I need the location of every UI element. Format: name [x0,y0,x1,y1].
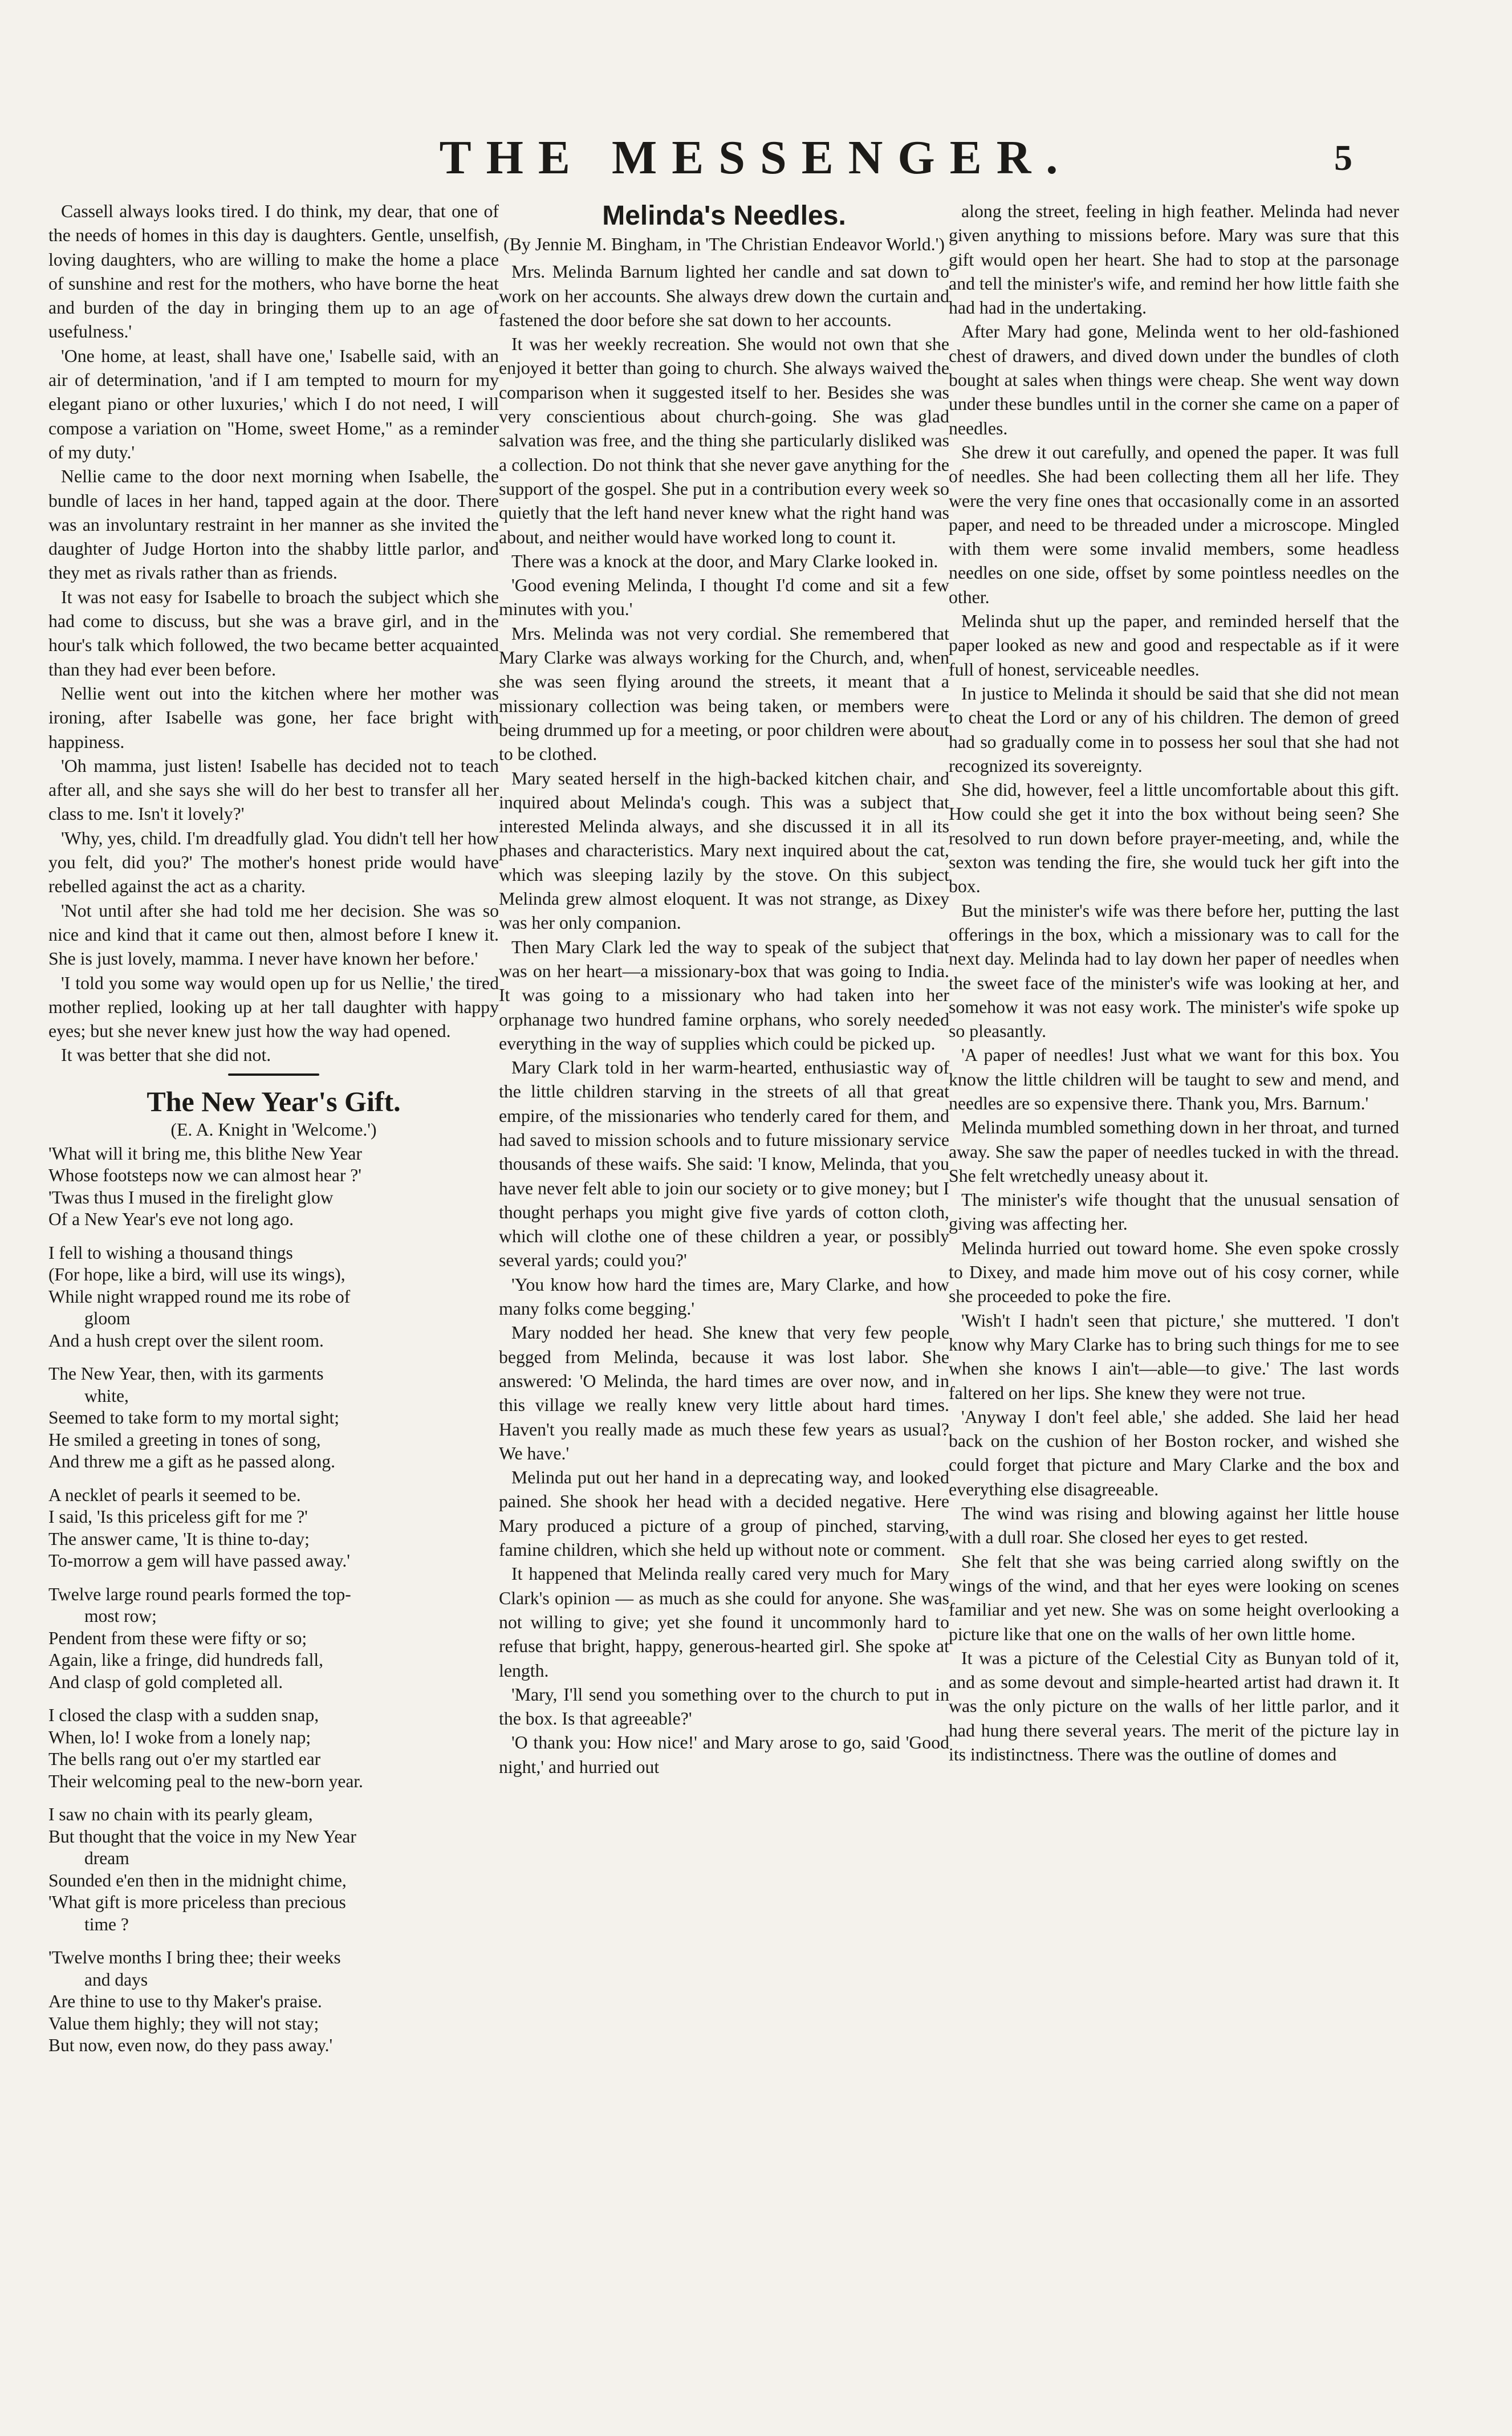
poem-line: and days [48,1969,148,1990]
stanza [48,1363,499,1473]
paragraph: The wind was rising and blowing against her little house with a dull roar. She closed her eyes to get rested. [949,1503,1399,1548]
poem-line: most row; [48,1606,157,1626]
poem-line: I saw no chain with its pearly gleam, [48,1804,313,1825]
paragraph: 'A paper of needles! Just what we want for this box. You know the little children will be taught to sew and mend, and needles are so expensive there. Thank you, Mrs. Barnum.' [949,1045,1399,1113]
poem-line: And threw me a gift as he passed along. [48,1451,335,1472]
poem-byline: (E. A. Knight in 'Welcome.') [170,1119,377,1140]
paragraph: Nellie came to the door next morning when Isabelle, the bundle of laces in her hand, tapped again at the door. There was an involuntary restraint in her manner as she invited the daughter of Judge Horton into the shabby little parlor, and they met as rivals rather than as friends. [48,466,499,583]
poem-line: To-morrow a gem will have passed away.' [48,1551,350,1571]
poem-line: time ? [48,1914,129,1934]
stanza [48,1705,499,1792]
paragraph: Then Mary Clark led the way to speak of the subject that was on her heart—a missionary-box that was going to India. It was going to a missionary who had taken into her orphanage two hundred famine orphans, who sorely needed everything in the way of supplies which could be picked up. [499,937,949,1054]
paragraph: 'O thank you: How nice!' and Mary arose to go, said 'Good night,' and hurried out [499,1733,949,1777]
paragraph: 'Good evening Melinda, I thought I'd come and sit a few minutes with you.' [499,575,949,620]
poem-line: 'Twelve months I bring thee; their weeks [48,1947,341,1968]
paragraph: Mary nodded her head. She knew that very few people begged from Melinda, because it was lost labor. She answered: 'O Melinda, the hard times are over now, and in this village we really knew very little about hard times. Haven't you really made as much these few years as usual? We have.' [499,1323,949,1463]
stanza [48,1804,499,1935]
masthead [0,132,1512,184]
poem-line: The New Year, then, with its garments [48,1364,324,1384]
paragraph: Melinda put out her hand in a deprecating way, and looked pained. She shook her head with a decided negative. Here Mary produced a picture of a group of pinched, starving, famine children, which she held up without note or comment. [499,1467,949,1560]
paragraph: Mrs. Melinda Barnum lighted her candle and sat down to work on her accounts. She always drew down the curtain and fastened the door before she sat down to her accounts. [499,262,949,330]
poem-line: Of a New Year's eve not long ago. [48,1209,294,1230]
paragraph: Nellie went out into the kitchen where her mother was ironing, after Isabelle was gone, her face bright with happiness. [48,683,499,752]
poem-line: A necklet of pearls it seemed to be. [48,1485,301,1505]
stanza [48,1485,499,1572]
poem-line: 'What gift is more priceless than precious [48,1892,346,1913]
poem-line: 'Twas thus I mused in the firelight glow [48,1187,334,1207]
paragraph: 'One home, at least, shall have one,' Isabelle said, with an air of determination, 'and if I am tempted to mourn for my elegant piano or other luxuries,' which I do not need, I will compose a variation on "Home, sweet Home," as a reminder of my duty.' [48,345,499,462]
paragraph: She drew it out carefully, and opened the paper. It was full of needles. She had been collecting them all her life. They were the very fine ones that occasionally come in an assorted paper, and need to be threaded under a microscope. Mingled with them were some invalid members, some headless needles on one side, offset by some pointless needles on the other. [949,442,1399,607]
paragraph: She felt that she was being carried along swiftly on the wings of the wind, and that her eyes were looking on scenes familiar and yet new. She was on some height overlooking a picture like that one on the walls of her own little home. [949,1551,1399,1644]
paragraph: She did, however, feel a little uncomfortable about this gift. How could she get it into the box without being seen? She resolved to run down before prayer-meeting, and, while the sexton was tending the fire, she would tuck her gift into the box. [949,780,1399,897]
poem [48,1143,499,2057]
poem-line: And clasp of gold completed all. [48,1672,283,1692]
poem-line: gloom [48,1308,131,1329]
paragraph: 'You know how hard the times are, Mary Clarke, and how many folks come begging.' [499,1274,949,1319]
paragraph: It was better that she did not. [61,1045,271,1066]
paragraph: It happened that Melinda really cared very much for Mary Clark's opinion — as much as she could for anyone. She was not willing to give; yet she found it uncommonly hard to refuse that bright, happy, generous-hearted girl. She spoke at length. [499,1564,949,1681]
poem-line: 'What will it bring me, this blithe New Year [48,1143,362,1164]
poem-line: Again, like a fringe, did hundreds fall, [48,1650,323,1670]
poem-line: Twelve large round pearls formed the top- [48,1584,351,1604]
paragraph: There was a knock at the door, and Mary Clarke looked in. [511,551,938,571]
poem-line: Value them highly; they will not stay; [48,2013,319,2034]
poem-line: white, [48,1385,129,1406]
paragraph: 'Anyway I don't feel able,' she added. She laid her head back on the cushion of her Boston rocker, and wished she could forget that picture and Mary Clarke and the box and everything else disagreeable. [949,1406,1399,1499]
poem-line: Their welcoming peal to the new-born year. [48,1771,363,1791]
poem-line: Sounded e'en then in the midnight chime, [48,1870,347,1890]
stanza [48,1947,499,2057]
paragraph: Mrs. Melinda was not very cordial. She remembered that Mary Clarke was always working for the Church, and, when she was seen flying around the streets, it meant that a missionary collection was being taken, or members were being drummed up for a meeting, or poor children were about to be clothed. [499,623,949,764]
paragraph: The minister's wife thought that the unusual sensation of giving was affecting her. [949,1190,1399,1234]
paragraph: 'Why, yes, child. I'm dreadfully glad. You didn't tell her how you felt, did you?' The mother's honest pride would have rebelled against the act as a charity. [48,828,499,897]
column-2 [499,200,949,2423]
article-byline: (By Jennie M. Bingham, in 'The Christian Endeavor World.') [503,234,945,254]
poem-line: I said, 'Is this priceless gift for me ?' [48,1507,308,1527]
paragraph: Mary Clark told in her warm-hearted, enthusiastic way of the little children starving in the streets of all that great empire, of the missionaries who tenderly cared for them, and had saved to mission schools and to future missionary service thousands of these waifs. She said: 'I know, Melinda, that you have never felt able to join our society or to give money; but I thought perhaps you might give five yards of cotton cloth, which will clothe one of these children a year, or possibly several yards; could you?' [499,1058,949,1271]
poem-line: When, lo! I woke from a lonely nap; [48,1727,311,1747]
page-number: 5 [1334,137,1352,178]
poem-line: I fell to wishing a thousand things [48,1242,293,1263]
article-body-continued [949,200,1399,1767]
poem-line: dream [48,1848,129,1869]
paragraph: It was not easy for Isabelle to broach the subject which she had come to discuss, but she was a brave girl, and in the hour's talk which followed, the two became better acquainted than they had ever been before. [48,587,499,680]
paragraph: After Mary had gone, Melinda went to her old-fashioned chest of drawers, and dived down under the bundles of cloth bought at sales when things were cheap. She went way down under these bundles until in the corner she came on a paper of needles. [949,322,1399,438]
poem-line: While night wrapped round me its robe of [48,1286,351,1307]
paragraph: Cassell always looks tired. I do think, my dear, that one of the needs of homes in this day is daughters. Gentle, unselfish, loving daughters, who are willing to make the home a place of sunshine and rest for the mothers, who have borne the heat and burden of the day in bringing them up to an age of usefulness.' [48,201,499,342]
newspaper-title: THE MESSENGER. [439,131,1073,184]
paragraph: Mary seated herself in the high-backed kitchen chair, and inquired about Melinda's cough. This was a subject that interested Melinda always, and she discussed it in all its phases and characteristics. Mary next inquired about the cat, which was sleeping lazily by the stove. On this subject Melinda grew almost eloquent. It was not strange, as Dixey was her only companion. [499,768,949,933]
poem-title: The New Year's Gift. [147,1085,401,1117]
poem-line: I closed the clasp with a sudden snap, [48,1705,319,1726]
poem-line: And a hush crept over the silent room. [48,1330,324,1351]
stanza [48,1584,499,1694]
article-continuation [48,200,499,1068]
column-3 [949,200,1399,2423]
paragraph: 'Mary, I'll send you something over to the church to put in the box. Is that agreeable?' [499,1684,949,1729]
paragraph: 'Wish't I hadn't seen that picture,' she muttered. 'I don't know why Mary Clarke has to bring such things for me to see when she knows I ain't—able—to give.' The last words faltered on her lips. She knew they were not true. [949,1310,1399,1403]
poem-line: The answer came, 'It is thine to-day; [48,1528,310,1549]
poem-line: The bells rang out o'er my startled ear [48,1749,321,1770]
poem-line: Whose footsteps now we can almost hear ?' [48,1165,361,1186]
paragraph: Melinda mumbled something down in her throat, and turned away. She saw the paper of needles tucked in with the thread. She felt wretchedly uneasy about it. [949,1117,1399,1186]
paragraph: It was a picture of the Celestial City as Bunyan told of it, and as some devout and simple-hearted artist had drawn it. It was the only picture on the walls of her little parlor, and it had hung there several years. The merit of the picture lay in its indistinctness. There was the outline of domes and [949,1648,1399,1764]
paragraph: Melinda shut up the paper, and reminded herself that the paper looked as new and good and respectable as if it were full of honest, serviceable needles. [949,611,1399,680]
paragraph: 'Not until after she had told me her decision. She was so nice and kind that it came out then, almost before I knew it. She is just lovely, mamma. I never have known her before.' [48,900,499,969]
stanza [48,1143,499,1231]
paragraph: along the street, feeling in high feather. Melinda had never given anything to missions before. Mary was sure that this gift would open her heart. She had to stop at the parsonage and tell the minister's wife, and remind her how little faith she had had in the undertaking. [949,201,1399,318]
article-title: Melinda's Needles. [602,201,846,231]
poem-line: But thought that the voice in my New Year [48,1826,356,1847]
poem-line: But now, even now, do they pass away.' [48,2035,333,2056]
paragraph: 'I told you some way would open up for us Nellie,' the tired mother replied, looking up at her tall daughter with happy eyes; but she never knew just how the way had opened. [48,973,499,1042]
paragraph: But the minister's wife was there before her, putting the last offerings in the box, which a missionary was to call for the next day. Melinda had to lay down her paper of needles when the sweet face of the minister's wife was looking at her, and somehow it was not easy work. The minister's wife spoke up so pleasantly. [949,900,1399,1042]
article-body [499,260,949,1779]
paragraph: It was her weekly recreation. She would not own that she enjoyed it better than going to church. She always waived the comparison when it suggested itself to her. Besides she was very conscientious about church-going. She was glad salvation was free, and the thing she particularly disliked was a collection. Do not think that she never gave anything for the support of the gospel. She put in a contribution every week so quietly that the left hand never knew what the right hand was about, and neither would have worked long to count it. [499,334,949,547]
paragraph: In justice to Melinda it should be said that she did not mean to cheat the Lord or any of his children. The demon of greed had so gradually come in to possess her soul that she had not recognized its sovereignty. [949,683,1399,776]
stanza [48,1242,499,1352]
paragraph: Melinda hurried out toward home. She even spoke crossly to Dixey, and made him move out of his cosy corner, while she proceeded to poke the fire. [949,1238,1399,1307]
column-1 [48,200,499,2423]
poem-line: Seemed to take form to my mortal sight; [48,1408,340,1428]
paragraph: 'Oh mamma, just listen! Isabelle has decided not to teach after all, and she says she will do her best to transfer all her class to me. Isn't it lovely?' [48,755,499,824]
poem-line: Are thine to use to thy Maker's praise. [48,1991,322,2012]
section-divider [228,1073,319,1076]
poem-line: (For hope, like a bird, will use its wings), [48,1264,346,1285]
poem-line: He smiled a greeting in tones of song, [48,1429,321,1450]
poem-line: Pendent from these were fifty or so; [48,1628,307,1648]
